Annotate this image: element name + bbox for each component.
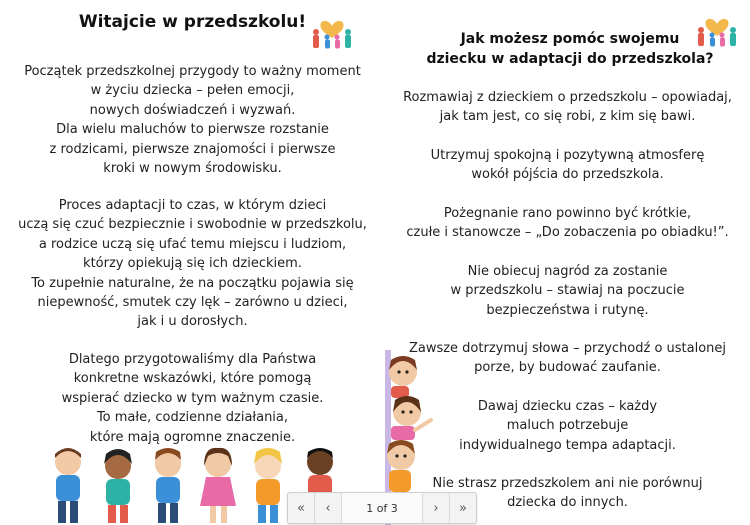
text-line: niepewność, smutek czy lęk – zarówno u dzieci, <box>37 295 348 311</box>
previous-page-button[interactable]: ‹ <box>315 493 342 523</box>
text-line: z rodzicami, pierwsze znajomości i pierwsze <box>49 141 336 157</box>
text-line: konkretne wskazówki, które pomogą <box>73 371 312 387</box>
page-indicator: 1 of 3 <box>342 493 423 523</box>
tip-item <box>385 146 750 185</box>
tip-item <box>385 88 750 127</box>
intro-paragraph <box>0 62 385 178</box>
child-figure <box>155 448 181 523</box>
last-page-button[interactable]: » <box>459 500 467 516</box>
text-line: którzy opiekują się ich dzieckiem. <box>83 256 302 272</box>
text-line: nowych doświadczeń i wyzwań. <box>89 102 296 118</box>
text-line: To małe, codzienne działania, <box>96 410 289 426</box>
text-line: w życiu dziecka – pełen emocji, <box>90 83 295 99</box>
text-line: Dlatego przygotowaliśmy dla Państwa <box>68 352 317 367</box>
text-line: jak i u dorosłych. <box>137 314 248 330</box>
child-figure <box>104 449 132 523</box>
text-line: indywidualnego tempa adaptacji. <box>459 437 676 453</box>
next-page-button[interactable]: › <box>423 493 450 523</box>
title-line: Jak możesz pomóc swojemu <box>460 31 680 47</box>
text-line: Dawaj dziecku czas – każdy <box>477 399 658 414</box>
guidance-paragraph <box>0 350 385 447</box>
text-line: To zupełnie naturalne, że na początku pojawia się <box>31 275 354 291</box>
adaptation-paragraph <box>0 196 385 332</box>
right-page <box>385 0 750 525</box>
text-line: Początek przedszkolnej przygody to ważny moment <box>24 64 361 79</box>
text-line: Utrzymuj spokojną i pozytywną atmosferę <box>430 148 705 163</box>
text-line: Proces adaptacji to czas, w którym dzieci <box>58 198 327 213</box>
text-line: uczą się czuć bezpiecznie i swobodnie w przedszkolu, <box>18 217 367 233</box>
text-line: Nie obiecuj nagród za zostanie <box>467 264 668 279</box>
first-page-button[interactable]: « <box>288 493 315 523</box>
text-line: Zawsze dotrzymuj słowa – przychodź o ustalonej <box>408 341 727 356</box>
text-line: w przedszkolu – stawiaj na poczucie <box>450 283 685 299</box>
page-title: Witajcie w przedszkolu! <box>78 12 307 32</box>
text-line: porze, by budować zaufanie. <box>474 360 661 376</box>
text-line: wspierać dziecko w tym ważnym czasie. <box>61 390 324 406</box>
text-line: czułe i stanowcze – „Do zobaczenia po obiadku!”. <box>406 225 729 241</box>
text-line: Dla wielu maluchów to pierwsze rozstanie <box>56 122 329 138</box>
text-line: wokół pójścia do przedszkola. <box>471 167 664 183</box>
text-line: jak tam jest, co się robi, z kim się bawi. <box>439 109 696 125</box>
family-heart-icon <box>308 12 356 52</box>
text-line: kroki w nowym środowisku. <box>103 161 282 177</box>
text-line: bezpieczeństwa i rutynę. <box>486 302 649 318</box>
text-line: Pożegnanie rano powinno być krótkie, <box>443 206 692 221</box>
child-figure <box>391 396 431 440</box>
text-line: dziecka do innych. <box>507 495 628 511</box>
text-line: Nie strasz przedszkolem ani nie porównuj <box>432 476 703 491</box>
child-figure <box>55 448 81 523</box>
text-line: a rodzice uczą się ufać temu miejscu i ludziom, <box>38 236 347 252</box>
child-figure <box>200 448 236 523</box>
title-line: dziecku w adaptacji do przedszkola? <box>426 51 714 67</box>
tip-item <box>385 262 750 320</box>
child-figure <box>254 448 282 523</box>
text-line: maluch potrzebuje <box>506 418 629 434</box>
child-figure <box>389 356 417 398</box>
section-title <box>425 29 715 69</box>
tip-item <box>385 204 750 243</box>
text-line: które mają ogromne znaczenie. <box>89 429 296 445</box>
page-navigator <box>287 492 477 524</box>
text-line: Rozmawiaj z dzieckiem o przedszkolu – opowiadaj, <box>403 90 732 105</box>
